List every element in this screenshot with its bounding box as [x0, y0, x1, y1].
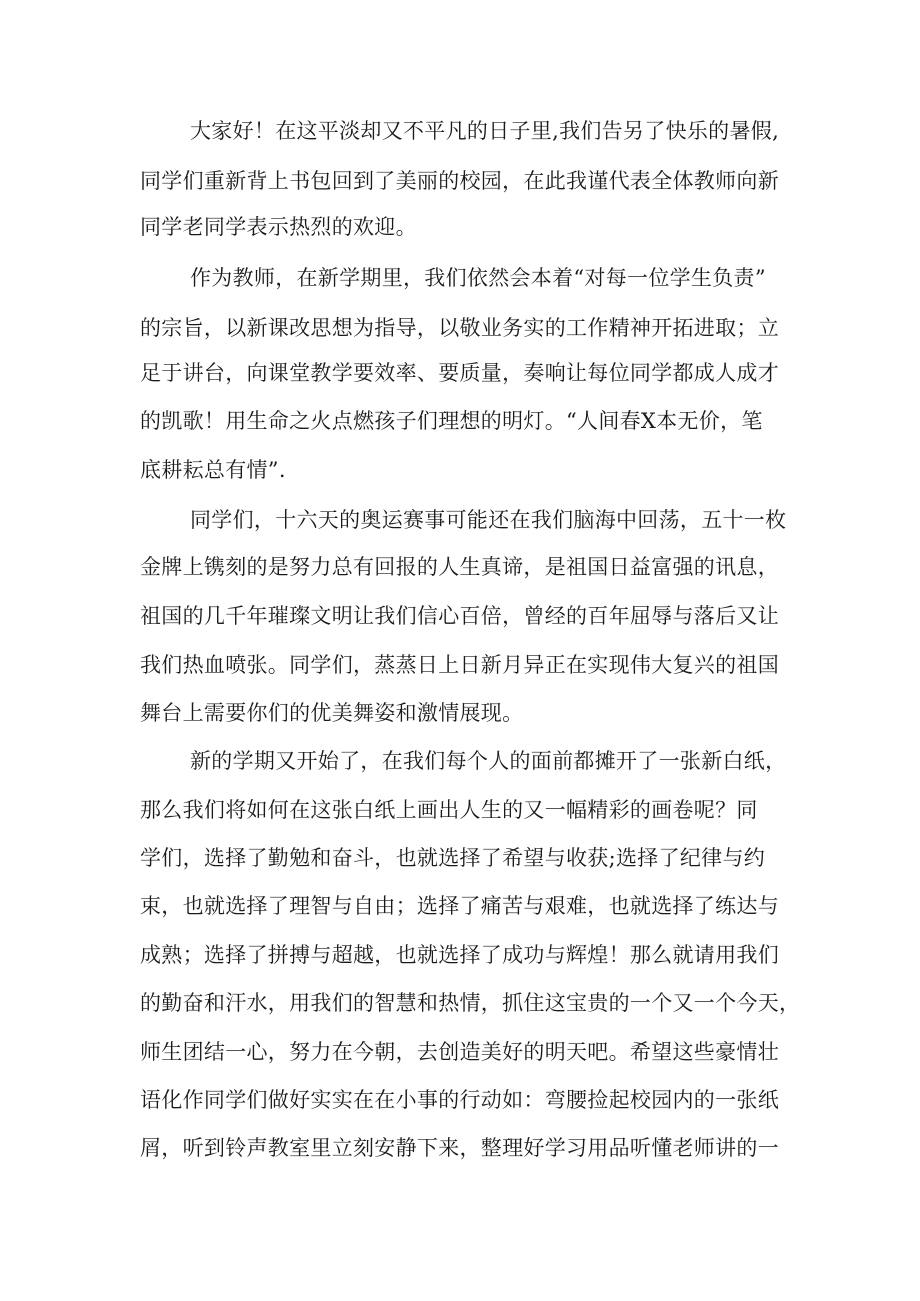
paragraph-3-line-3: 祖国的几千年璀璨文明让我们信心百倍，曾经的百年屈辱与落后又让: [140, 604, 779, 628]
paragraph-4-line-8: 语化作同学们做好实实在在小事的行动如：弯腰捡起校园内的一张纸: [140, 1088, 779, 1112]
paragraph-4-line-3: 学们，选择了勤勉和奋斗，也就选择了希望与收获;选择了纪律与约: [140, 846, 766, 870]
paragraph-3-line-2: 金牌上镌刻的是努力总有回报的人生真谛，是祖国日益富强的讯息，: [140, 555, 779, 579]
paragraph-2-line-2: 的宗旨，以新课改思想为指导，以敬业务实的工作精神开拓进取；立: [140, 316, 779, 340]
paragraph-4-line-1: 新的学期又开始了，在我们每个人的面前都摊开了一张新白纸，: [190, 749, 787, 773]
paragraph-2-line-3: 足于讲台，向课堂教学要效率、要质量，奏响让每位同学都成人成才: [140, 361, 779, 385]
paragraph-1-line-1: 大家好！在这平淡却又不平凡的日子里,我们告另了快乐的暑假,: [190, 119, 780, 143]
paragraph-3-line-4: 我们热血喷张。同学们，蒸蒸日上日新月异正在实现伟大复兴的祖国: [140, 653, 779, 677]
paragraph-1-line-2: 同学们重新背上书包回到了美丽的校园，在此我谨代表全体教师向新: [140, 169, 779, 193]
paragraph-4-line-5: 成熟；选择了拼搏与超越，也就选择了成功与辉煌！那么就请用我们: [140, 943, 779, 967]
paragraph-4-line-9: 屑，听到铃声教室里立刻安静下来，整理好学习用品听懂老师讲的一: [140, 1136, 779, 1160]
paragraph-1-line-3: 同学老同学表示热烈的欢迎。: [140, 215, 417, 239]
paragraph-2-line-1: 作为教师，在新学期里，我们依然会本着“对每一位学生负责”: [190, 266, 766, 290]
paragraph-4-line-6: 的勤奋和汗水，用我们的智慧和热情，抓住这宝贵的一个又一个今天，: [140, 991, 801, 1015]
paragraph-4-line-7: 师生团结一心，努力在今朝，去创造美好的明天吧。希望这些豪情壮: [140, 1040, 779, 1064]
paragraph-3-line-1: 同学们，十六天的奥运赛事可能还在我们脑海中回荡，五十一枚: [190, 508, 787, 532]
paragraph-3-line-5: 舞台上需要你们的优美舞姿和激情展现。: [140, 701, 524, 725]
paragraph-4-line-2: 那么我们将如何在这张白纸上画出人生的又一幅精彩的画卷呢？同: [140, 798, 758, 822]
paragraph-4-line-4: 束，也就选择了理智与自由；选择了痛苦与艰难，也就选择了练达与: [140, 894, 779, 918]
paragraph-2-line-4: 的凯歌！用生命之火点燃孩子们理想的明灯。“人间春X本无价，笔: [140, 409, 763, 433]
paragraph-2-line-5: 底耕耘总有情”.: [140, 458, 286, 482]
